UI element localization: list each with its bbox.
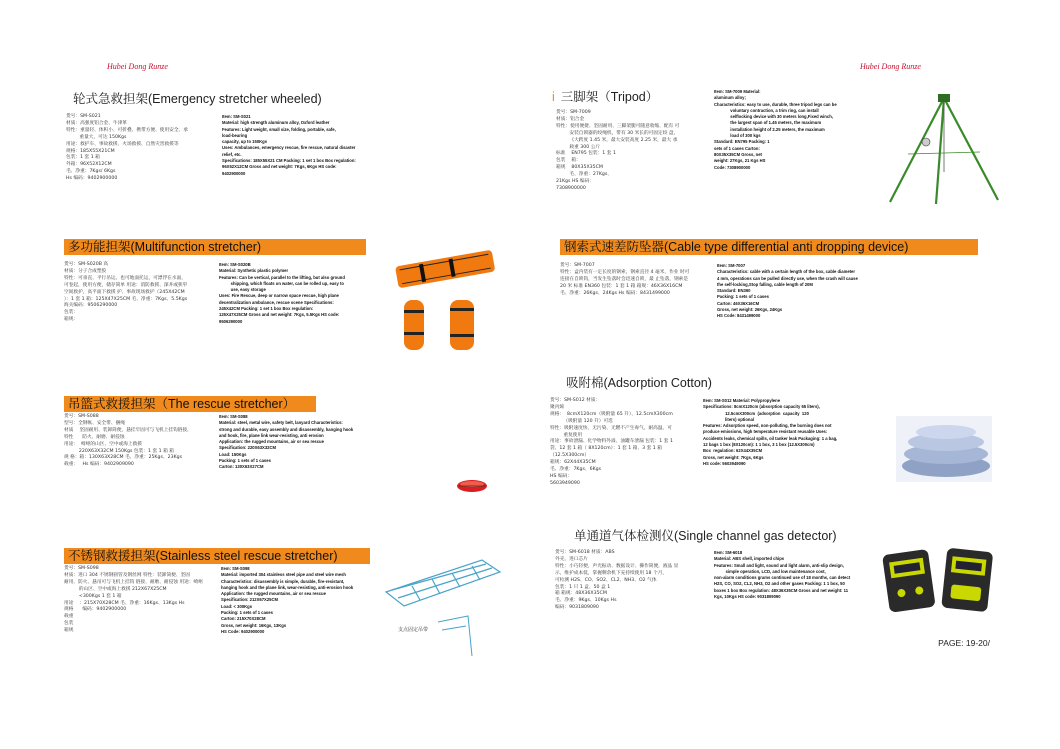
section-title-multifunction-stretcher: 多功能担架(Multifunction stretcher) [64, 239, 366, 255]
stainless-stretcher-image [382, 552, 506, 656]
section-cn-text: 货号：SM-S021 材质：高强度铝合金、牛津革 特性：重量轻、体积小、可折叠、携带方便、使用安全、承 重量大，可达 150Kgs 用途：救护车、事故救援、火场救援、自然灾害救援等 规格：185X55X21CM 包装：1 套 1 箱 外箱：96X52X12CM 毛、净重：7Kgs/ 6Kgs Hs 编码：9402900000 [66, 114, 188, 182]
section-title-adsorption-cotton: 吸附棉(Adsorption Cotton) [566, 376, 712, 390]
page-number: PAGE: 19-20/ [938, 638, 990, 648]
section-title-gas-detector: 单通道气体检测仪(Single channel gas detector) [574, 529, 837, 543]
section-en-text: Item: SM-7009 Material: aluminum alloy; Characteristics: easy to use, durable, three tripod legs can be voluntary contraction, a trim ring, can install selflocking device with 30 meters long,Fixed winch, the largest span of 1.45 meters, the maximum installation height of 2.25 meters, the maximum load of 300 kgs Standard: EN795 Packing: 1 sets of 1 cases Carton: 80X35X35CM Gross, net weight: 27Kgs, 21 Kgs HS Code: 7308900000 [714, 89, 837, 170]
section-en-text: Item: SM-S098 Material: imported 304 stainless steel pipe and steel wire mesh Characteristics: disassembly is simple, durable, fire-resistant, hanging hook and the plane link, wear-resisting, anti-erosion hook Application: the rugged mountains, air or sea rescue Specification: 212X67X25CM Load: < 300Kgs Packing: 1 sets of 1 cases Carton: 215X70X28CM Gross, net weight: 16Kgs, 13Kgs HS Code: 9402900000 [221, 566, 354, 634]
section-en-text: Item: SM-S088 Material: steel, metal wire, safety belt, lanyard Characteristics: strong and durable, easy assembly and disassembly, hanging hook and hook, fire, plane link wear-resisting, anti erosion Application: the rugged mountains, air or sea rescue Specification: 220X63X32CM Load: 150Kgs Packing: 1 sets of 1 cases Carton: 130X63X27CM [219, 414, 354, 470]
section-title-stainless-stretcher: 不锈钢救援担架(Stainless steel rescue stretcher) [64, 548, 370, 564]
section-cn-text: 货号：SM-7009 材质：铝合金 特性：使用便捷、坚固耐用、三脚架腿可随意收缩、配有 可 安装自锁器的绞绳机，带有 30 米长的可固定绞 盘， 《大跨度 1.45 米，最大安装高度 2.25 米，最大 承 载重 300 公斤 标准 EN795 包装：1 套 1 包装 箱： 箱规 80X35X35CM 毛、净重：27Kgs、 21Kgs HS 编码： 7308900000 [556, 110, 680, 191]
section-title-rescue-stretcher: 吊篮式救援担架（The rescue stretcher） [64, 396, 316, 412]
section-en-text: Item: SM-S021 Material: high strength aluminum alloy, Oxford leather Features: Light weight, small size, folding, portable, safe, load-bearing capacity, up to 150Kgs Uses: Ambulances, emergency rescue, fire rescue, natural disaster relief, etc. Specifications: 185X55X21 CM Packing: 1 set 1 box Box regulation: 96X52X12CM Gross and net weight: 7Kgs, 6Kgs HS code: 9402900000 [222, 114, 356, 176]
adsorption-cotton-image [896, 416, 992, 482]
brand-header-left: Hubei Dong Runze [107, 62, 168, 71]
section-cn-text: 货号：SM-S020B 高 材质：分子合成塑胶 特性：可垂直、平行吊运，也可地面托运，可漂浮在水面， 可卷起，使用方便，储存简单 用途：消防救援、深井或狭窄 空间救护，高平面下救援 护、事故现场救护（245X42CM ）：1 套 1 箱：125X47X25CM 毛、净重：7Kgs、5.5Kgs 海关编码：9506290000 包装： 箱规： [64, 262, 188, 323]
brand-header-right: Hubei Dong Runze [860, 62, 921, 71]
image-caption: 支点固定吊带 [398, 627, 429, 633]
section-en-text: Item: SM-S020B Material: Synthetic plastic polymer Features: Can be vertical, parallel to the lifting, but also ground shipping, which floats on water, can be rolled up, easy to use, easy storage Uses: Fire Rescue, deep or narrow space rescue, high plane decentralization ambulance, rescue scene Specifications: 245X42CM Packing: 1 set 1 box Box regulation: 125X47X25CM Gross and net weight: 7Kgs, 5.5Kgs HS code: 9506290000 [219, 262, 345, 324]
section-en-text: Item: SM-6018 Material: ABS shell, imported chips Features: Small and light, sound and light alarm, anti-slip design, simple operation, LCD, and low maintenance cost, non-alarm conditions grams continued use of 18 months, can detect H2S, CO, SO2, CL2, NH3, O2 and other gases Packing: 1 1 box, 50 boxes 1 box Box regulation: 48X36X35CM Gross and net weight: 11 Kgs, 10Kgs HS code: 9031809090 [714, 550, 851, 600]
multifunction-stretcher-image [390, 248, 500, 356]
section-title-tripod: i 三脚架（Tripod） [552, 90, 659, 104]
section-cn-text: 货号：SM-S088 型号：全钢帐、安全带、捆绳 材质 坚固耐用、装卸简便，悬挂牢固可与飞机上挂钩链接， 特性 防火、耐磨、耐侵蚀 用途： 崎岖的山区、空中或海上救援 220X63X32CM 150Kgs 包装：1 套 1 箱 箱 规 格：箱：130X63X28CM 毛、净重：25Kgs、23Kgs 载重： Hs 编码：9402909090 [64, 414, 192, 468]
rescue-basket-stretcher-image [455, 474, 489, 496]
section-title-tripod-text: 三脚架（Tripod） [560, 90, 659, 104]
section-en-text: Item: SM-S012 Material: Polypropylene Specifications: 8cmX120cm (absorption capacity 65 liters), 12.5cmX300cm (adsorption capacity 120 liters) optional Features: Adsorption speed, non-polluting, the burning does not produce emissions, high temperature resistant reusable Uses: Accidents leaks, chemical spills, oil tanker leak Packaging: 1 a bag, 12 bags 1 box (8X120cm): 1 1 box, 3 1 box (12.5X300cm) Box regulation: 62X44X35CM Gross, net weight: 7Kgs, 6Kgs HS code: 5603949090 [703, 398, 838, 466]
gas-detector-image [878, 542, 998, 622]
section-title-cable-anti-drop: 钢索式速差防坠器(Cable type differential anti dropping device) [560, 239, 978, 255]
section-cn-text: 货号：SM-7007 特性：盒内装有一定长度的钢索，钢索直径 4 毫米，作业 时可 连接在自锁钩，当发生坠落时会迅速自锁，最 止坠落，钢索是 20 米 标准 EN360 包装：1 套 1 箱 箱规：46X36X16CM 毛、净重：26Kgs、24Kgs Hs 编码：8431499000 [560, 263, 690, 296]
section-cn-text: 货号：SM-S098 材质：进口 304 不锈钢圆管及钢丝网 特性：装卸简便、坚固 耐用、防火、悬吊可与飞机上挂钩 链接、耐磨、耐侵蚀 用途：崎岖 的山区、空中或海上救援 212X67X25CM <300Kgs 1 套 1 箱 用途 ：215X70X28CM 毛、净重：16Kgs、13Kgs Hs 规格 编码：9402900000 载重 包装 箱规 [64, 566, 203, 634]
section-en-text: Item: SM-7007 Characteristics: cable with a certain length of the box, cable diameter 4 mm, operations can be pulled directly use, when the crash will cause the self-locking,Stop falling, cable length of 20M Standard: EN360 Packing: 1 sets of 1 cases Carton: 46X36X16CM Gross, net weight: 26Kgs, 24Kgs HS Code: 8431499000 [717, 263, 858, 319]
tripod-image [886, 92, 1002, 206]
section-title-emergency-stretcher: 轮式急救担架(Emergency stretcher wheeled) [73, 92, 322, 106]
section-cn-text: 货号：SM-6018 材质：ABS 外壳、进口芯片 特性：小巧轻便，声光振动、数据设计、操作简便，液晶 显 示，维护成本低，掌握剩余机下充持续使用 18 个月， 可检测 H2S、CO、SO2、CL2、NH3、O2 气体 包装：1 只 1 盒、50 盒 1 箱 箱规：48X36X35CM 毛、净重：9Kgs、10Kgs Hs 编码：9031809090 [555, 550, 679, 611]
section-cn-text: 货号：SM-S012 材质： 聚丙烯 规格： 8cmX120cm（吸附量 65 升）、12.5cmX300cm （吸附量 120 升）可选 特性：吸附速度快、无污染、无燃不产生毒气、耐高温、可 重复使用 用途：事故泄漏、化学物料外溢、油罐车泄漏 包装：1 套 1 袋、12 套 1 箱（ 8X120cm）：1 套 1 箱、3 套 1 箱 （12.5X300cm） 箱规：62X44X35CM 毛、净重：7Kgs、6Kgs HS 编码： 5603949090 [550, 398, 673, 486]
